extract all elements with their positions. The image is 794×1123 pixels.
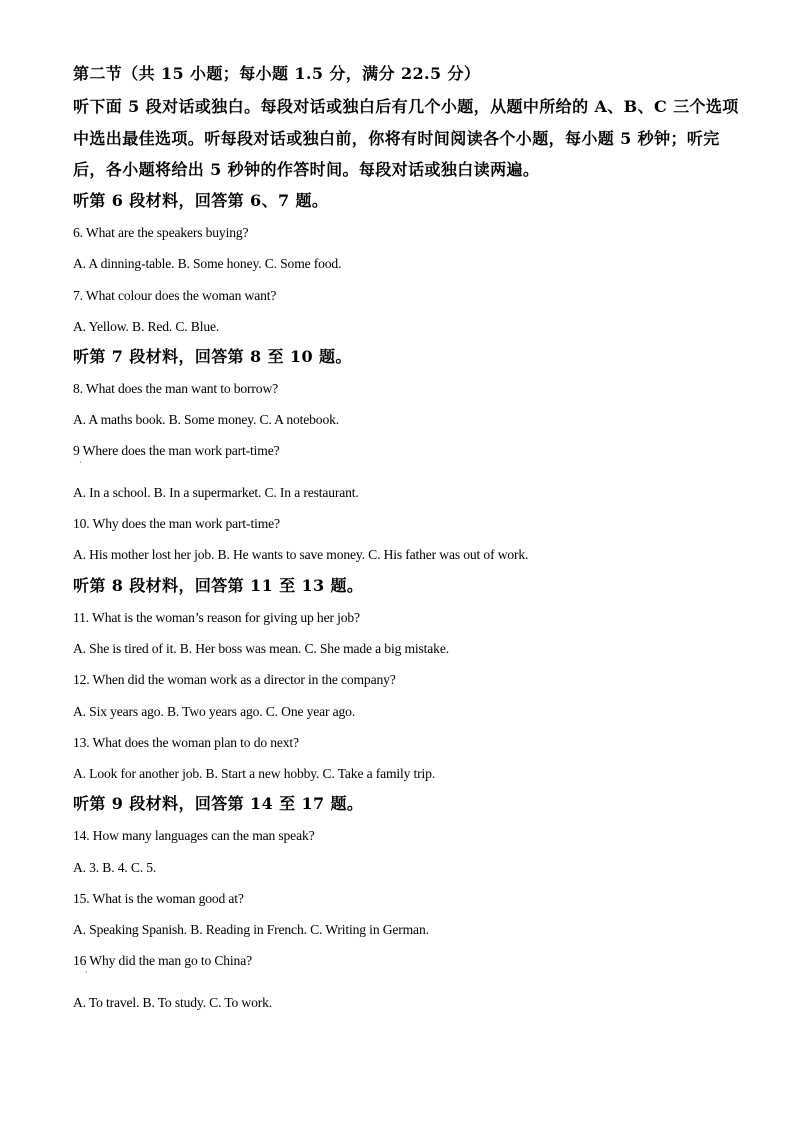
question-options-11: A. She is tired of it. B. Her boss was mean. C. She made a big mistake. — [73, 641, 449, 656]
question-options-8: A. A maths book. B. Some money. C. A notebook. — [73, 412, 339, 427]
group-heading-8: 听第 8 段材料，回答第 11 至 13 题。 — [73, 576, 364, 595]
question-stem-8: 8. What does the man want to borrow? — [73, 381, 278, 396]
question-options-7: A. Yellow. B. Red. C. Blue. — [73, 319, 220, 334]
instructions-line-1: 听下面 5 段对话或独白。每段对话或独白后有几个小题，从题中所给的 A、B、C 三个选项 — [73, 97, 739, 116]
question-stem-9: 9 Where does the man work part-time? — [73, 443, 280, 458]
question-stem-16: 16 Why did the man go to China? — [73, 953, 252, 968]
stray-dot-9: · — [79, 458, 82, 467]
question-stem-12: 12. When did the woman work as a director in the company? — [73, 672, 396, 687]
stray-dot-16: · — [85, 968, 88, 977]
question-stem-10: 10. Why does the man work part-time? — [73, 516, 280, 531]
question-stem-13: 13. What does the woman plan to do next? — [73, 735, 299, 750]
question-stem-14: 14. How many languages can the man speak? — [73, 828, 315, 843]
question-options-12: A. Six years ago. B. Two years ago. C. One year ago. — [73, 704, 356, 719]
question-stem-7: 7. What colour does the woman want? — [73, 288, 277, 303]
group-heading-7: 听第 7 段材料，回答第 8 至 10 题。 — [73, 347, 352, 366]
question-options-14: A. 3. B. 4. C. 5. — [73, 860, 157, 875]
instructions-line-3: 后，各小题将给出 5 秒钟的作答时间。每段对话或独白读两遍。 — [73, 160, 540, 179]
question-stem-15: 15. What is the woman good at? — [73, 891, 244, 906]
instructions-line-2: 中选出最佳选项。听每段对话或独白前，你将有时间阅读各个小题，每小题 5 秒钟；听完 — [73, 129, 720, 148]
question-options-15: A. Speaking Spanish. B. Reading in French. C. Writing in German. — [73, 922, 429, 937]
question-options-6: A. A dinning-table. B. Some honey. C. Some food. — [73, 256, 342, 271]
question-stem-11: 11. What is the woman’s reason for giving up her job? — [73, 610, 360, 625]
question-options-16: A. To travel. B. To study. C. To work. — [73, 995, 273, 1010]
group-heading-6: 听第 6 段材料，回答第 6、7 题。 — [73, 191, 329, 210]
section-header: 第二节（共 15 小题；每小题 1.5 分，满分 22.5 分） — [73, 64, 481, 83]
question-options-10: A. His mother lost her job. B. He wants to save money. C. His father was out of work. — [73, 547, 529, 562]
question-options-13: A. Look for another job. B. Start a new hobby. C. Take a family trip. — [73, 766, 436, 781]
group-heading-9: 听第 9 段材料，回答第 14 至 17 题。 — [73, 794, 364, 813]
question-options-9: A. In a school. B. In a supermarket. C. In a restaurant. — [73, 485, 359, 500]
question-stem-6: 6. What are the speakers buying? — [73, 225, 249, 240]
